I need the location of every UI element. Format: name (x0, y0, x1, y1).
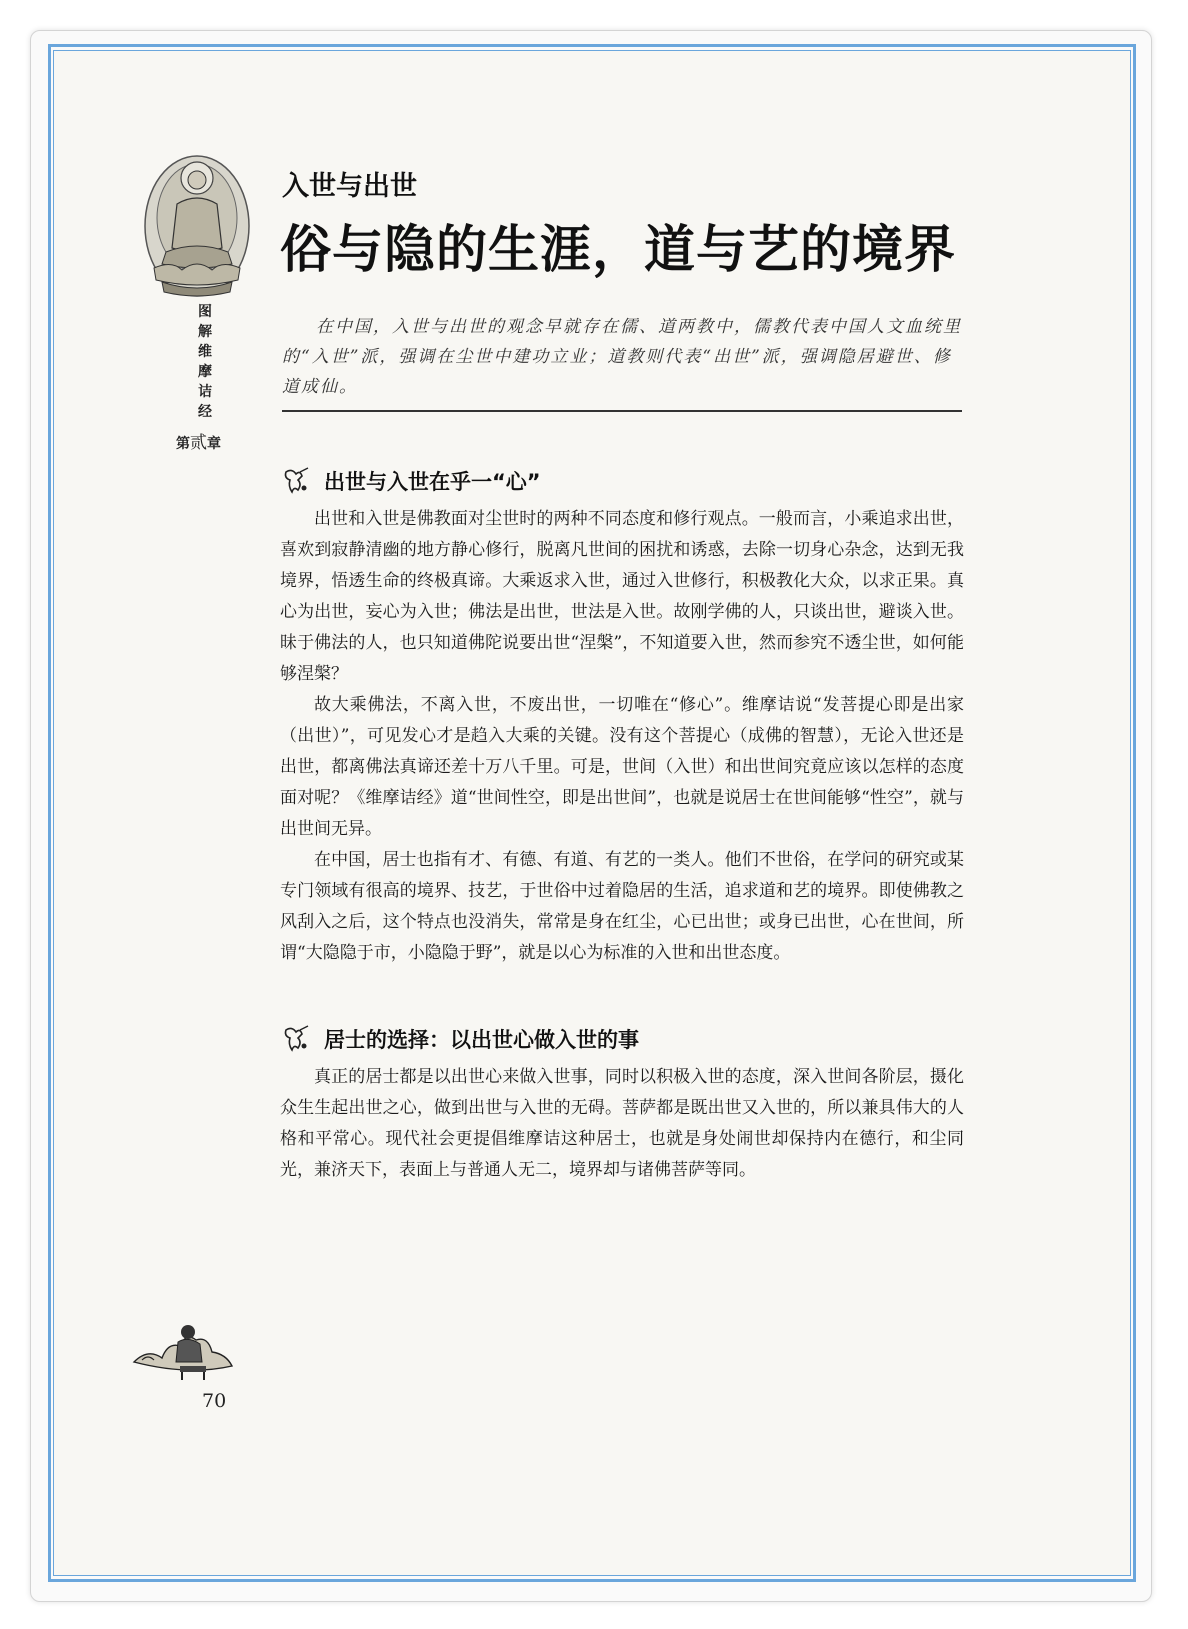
section-heading-text: 居士的选择：以出世心做入世的事 (324, 1028, 639, 1052)
chapter-number: 贰 (190, 433, 207, 453)
book-title-char: 诘 (198, 384, 212, 400)
section-heading-text: 出世与入世在乎一“心” (324, 470, 541, 494)
book-title-vertical (196, 302, 214, 422)
page-number: 70 (202, 1390, 227, 1412)
divider (282, 410, 962, 412)
section-heading-1 (282, 466, 541, 496)
paragraph: 故大乘佛法，不离入世，不废出世，一切唯在“修心”。维摩诘说“发菩提心即是出家（出世）”，可见发心才是趋入大乘的关键。没有这个菩提心（成佛的智慧），无论入世还是出世，都离佛法真谛还差十万八千里。可是，世间（入世）和出世间究竟应该以怎样的态度面对呢？《维摩诘经》道“世间性空，即是出世间”，也就是说居士在世间能够“性空”，就与出世间无异。 (280, 695, 964, 839)
paragraph: 在中国，居士也指有才、有德、有道、有艺的一类人。他们不世俗，在学问的研究或某专门领域有很高的境界、技艺，于世俗中过着隐居的生活，追求道和艺的境界。即使佛教之风刮入之后，这个特点也没消失，常常是身在红尘，心已出世；或身已出世，心在世间，所谓“大隐隐于市，小隐隐于野”，就是以心为标准的入世和出世态度。 (280, 850, 964, 963)
ornament-icon (282, 466, 316, 496)
section-heading-2 (282, 1024, 639, 1054)
chapter-prefix: 第 (176, 436, 190, 452)
book-title-char: 图 (198, 304, 212, 320)
paragraph: 出世和入世是佛教面对尘世时的两种不同态度和修行观点。一般而言，小乘追求出世，喜欢到寂静清幽的地方静心修行，脱离凡世间的困扰和诱惑，去除一切身心杂念，达到无我境界，悟透生命的终极真谛。大乘返求入世，通过入世修行，积极教化大众，以求正果。真心为出世，妄心为入世；佛法是出世，世法是入世。故刚学佛的人，只谈出世，避谈入世。昧于佛法的人，也只知道佛陀说要出世“涅槃”，不知道要入世，然而参究不透尘世，如何能够涅槃？ (280, 509, 964, 684)
scholar-illustration (128, 1312, 238, 1382)
book-title-char: 经 (198, 404, 212, 420)
chapter-suffix: 章 (207, 436, 221, 452)
section-kicker: 入世与出世 (282, 171, 417, 202)
section-body-1 (280, 504, 964, 969)
chapter-label (176, 428, 221, 453)
page-title: 俗与隐的生涯，道与艺的境界 (280, 221, 957, 280)
book-title-char: 解 (198, 324, 212, 340)
ornament-icon (282, 1024, 316, 1054)
lead-paragraph: 在中国，入世与出世的观念早就存在儒、道两教中，儒教代表中国人文血统里的“入世”派，强调在尘世中建功立业；道教则代表“出世”派，强调隐居避世、修道成仙。 (282, 317, 962, 397)
paragraph: 真正的居士都是以出世心来做入世事，同时以积极入世的态度，深入世间各阶层，摄化众生生起出世之心，做到出世与入世的无碍。菩萨都是既出世又入世的，所以兼具伟大的人格和平常心。现代社会更提倡维摩诘这种居士，也就是身处闹世却保持内在德行，和尘同光，兼济天下，表面上与普通人无二，境界却与诸佛菩萨等同。 (280, 1067, 964, 1180)
book-title-char: 维 (198, 344, 212, 360)
buddha-illustration (142, 152, 252, 300)
section-body-2 (280, 1062, 964, 1186)
book-title-char: 摩 (198, 364, 212, 380)
